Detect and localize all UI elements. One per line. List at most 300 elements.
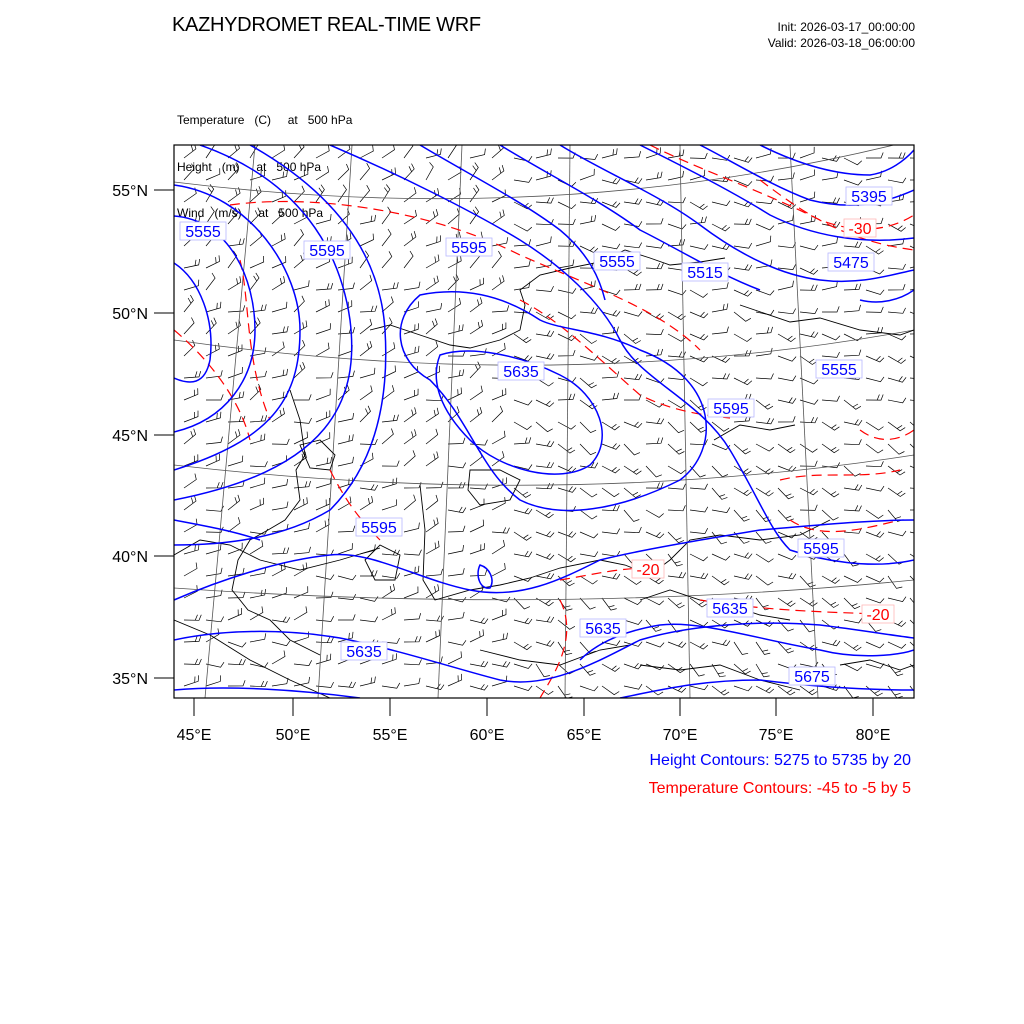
wind-barb bbox=[184, 371, 201, 378]
wind-barb bbox=[624, 284, 641, 290]
height-label-text: 5595 bbox=[803, 541, 839, 558]
wind-barb bbox=[448, 141, 456, 158]
wind-barb bbox=[536, 170, 551, 180]
height-label bbox=[580, 619, 626, 638]
wind-barb bbox=[426, 630, 440, 642]
wind-barb bbox=[778, 510, 794, 521]
wind-barb bbox=[624, 444, 640, 455]
wind-barb bbox=[316, 299, 329, 312]
wind-barb bbox=[910, 444, 926, 454]
wind-barb bbox=[492, 237, 508, 246]
wind-barb bbox=[272, 641, 290, 646]
wind-barb bbox=[250, 415, 267, 422]
wind-barb bbox=[844, 505, 862, 511]
wind-barb bbox=[822, 396, 840, 401]
wind-barb bbox=[602, 529, 620, 534]
height-label-text: 5555 bbox=[599, 254, 635, 271]
wind-barb bbox=[360, 439, 377, 445]
height-label-text: 5515 bbox=[687, 265, 723, 282]
wind-barb bbox=[844, 284, 861, 290]
wind-barb bbox=[668, 642, 686, 648]
wind-barb bbox=[272, 439, 289, 445]
wind-barb bbox=[602, 686, 619, 695]
wind-barb bbox=[602, 444, 620, 450]
wind-barb bbox=[294, 229, 304, 246]
height-label bbox=[594, 252, 640, 271]
wind-barb bbox=[822, 334, 840, 340]
wind-barb bbox=[580, 378, 597, 388]
wind-barb bbox=[888, 444, 904, 454]
wind-barb bbox=[712, 303, 728, 312]
wind-barb bbox=[866, 576, 884, 582]
wind-barb bbox=[910, 576, 926, 587]
wind-barb bbox=[514, 642, 532, 650]
lat-label: 45°N bbox=[112, 428, 148, 445]
wind-barb bbox=[360, 234, 374, 246]
wind-barb bbox=[822, 281, 837, 290]
wind-barb bbox=[756, 642, 770, 655]
wind-barb bbox=[844, 664, 862, 671]
wind-barb bbox=[910, 356, 928, 363]
wind-barb bbox=[580, 642, 596, 653]
wind-barb bbox=[888, 642, 906, 648]
wind-barb bbox=[756, 374, 774, 380]
wind-barb bbox=[316, 389, 330, 400]
wind-barb bbox=[360, 145, 373, 158]
wind-barb bbox=[360, 496, 373, 510]
wind-barb bbox=[316, 616, 334, 621]
wind-barb bbox=[536, 510, 554, 518]
wind-barb bbox=[514, 664, 532, 669]
wind-barb bbox=[690, 685, 708, 690]
lon-label: 75°E bbox=[758, 727, 794, 744]
wind-barb bbox=[778, 356, 796, 361]
wind-barb bbox=[624, 527, 641, 533]
wind-barb bbox=[250, 256, 264, 268]
wind-barb bbox=[470, 362, 480, 378]
wind-barb bbox=[250, 681, 267, 687]
height-label bbox=[356, 518, 402, 537]
wind-barb bbox=[690, 312, 708, 318]
wind-barb bbox=[382, 144, 395, 158]
wind-barb bbox=[800, 461, 817, 467]
wind-barb bbox=[866, 510, 883, 518]
height-label bbox=[846, 187, 892, 206]
wind-barb bbox=[338, 283, 355, 290]
wind-barb bbox=[448, 438, 465, 444]
height-label-text: 5475 bbox=[833, 255, 869, 272]
wind-barb bbox=[756, 554, 774, 562]
wind-barb bbox=[404, 429, 416, 444]
wind-barb bbox=[426, 162, 433, 180]
wind-barb bbox=[580, 334, 597, 344]
wind-barb bbox=[734, 312, 751, 321]
wind-barb bbox=[404, 282, 420, 290]
wind-barb bbox=[536, 422, 553, 432]
wind-barb bbox=[382, 584, 395, 598]
wind-barb bbox=[888, 178, 906, 183]
wind-barb bbox=[624, 598, 642, 605]
wind-barb bbox=[690, 573, 708, 579]
wind-barb bbox=[844, 484, 862, 490]
wind-barb bbox=[404, 187, 416, 202]
wind-barb bbox=[206, 568, 222, 576]
wind-barb bbox=[844, 350, 861, 356]
wind-barb bbox=[602, 573, 620, 579]
wind-barb bbox=[228, 238, 244, 246]
wind-barb bbox=[184, 474, 196, 488]
wind-barb bbox=[624, 684, 642, 689]
wind-barb bbox=[470, 386, 482, 400]
wind-barb bbox=[668, 150, 684, 159]
wind-barb bbox=[844, 419, 862, 425]
wind-barb bbox=[756, 327, 773, 334]
wind-barb bbox=[514, 334, 531, 343]
wind-barb bbox=[734, 444, 751, 454]
wind-barb bbox=[624, 243, 642, 248]
wind-barb bbox=[756, 576, 773, 585]
wind-barb bbox=[206, 273, 215, 290]
wind-barb bbox=[426, 255, 439, 268]
wind-barb bbox=[756, 224, 774, 230]
wind-barb bbox=[712, 554, 730, 560]
wind-barb bbox=[470, 297, 482, 312]
wind-barb bbox=[844, 554, 859, 566]
wind-barb bbox=[470, 661, 488, 667]
wind-barb bbox=[250, 434, 265, 444]
wind-barb bbox=[646, 284, 663, 290]
wind-barb bbox=[888, 264, 906, 269]
wind-barb bbox=[184, 615, 201, 621]
wind-barb bbox=[316, 343, 329, 356]
wind-barb bbox=[910, 312, 928, 318]
wind-barb bbox=[470, 149, 485, 158]
wind-barb bbox=[228, 456, 243, 466]
wind-barb bbox=[448, 640, 466, 645]
wind-barb bbox=[184, 318, 194, 335]
wind-barb bbox=[910, 246, 928, 253]
temp-label bbox=[862, 605, 894, 624]
wind-barb bbox=[536, 617, 554, 623]
wind-barb bbox=[800, 444, 817, 452]
height-label-text: 5675 bbox=[794, 669, 830, 686]
wind-barb bbox=[448, 209, 459, 225]
wind-barb bbox=[712, 576, 729, 585]
wind-barbs bbox=[184, 140, 928, 698]
wind-barb bbox=[690, 244, 708, 249]
wind-barb bbox=[822, 576, 840, 583]
wind-barb bbox=[734, 553, 752, 559]
wind-barb bbox=[712, 224, 730, 231]
wind-barb bbox=[492, 305, 509, 312]
wind-barb bbox=[382, 607, 395, 620]
wind-barb bbox=[822, 444, 839, 453]
wind-barb bbox=[404, 495, 416, 510]
wind-barb bbox=[272, 369, 288, 378]
wind-barb bbox=[844, 400, 861, 409]
wind-barb bbox=[338, 345, 352, 356]
variable-temperature: Temperature (C) at 500 hPa bbox=[177, 113, 353, 127]
wind-barb bbox=[668, 598, 685, 608]
wind-barb bbox=[580, 169, 594, 180]
lat-label: 50°N bbox=[112, 306, 148, 323]
wind-barb bbox=[910, 686, 925, 698]
wind-barb bbox=[316, 498, 330, 510]
wind-barb bbox=[624, 199, 642, 205]
wind-barb bbox=[580, 356, 598, 361]
wind-barb bbox=[360, 341, 372, 356]
wind-barb bbox=[646, 466, 662, 477]
wind-barb bbox=[866, 598, 884, 603]
wind-barb bbox=[580, 510, 597, 519]
wind-barb bbox=[492, 190, 506, 203]
wind-barb bbox=[558, 422, 576, 429]
wind-barb bbox=[272, 276, 285, 290]
wind-barb bbox=[426, 541, 439, 554]
lon-ticks bbox=[194, 698, 873, 716]
wind-barb bbox=[382, 207, 391, 224]
wind-barb bbox=[294, 142, 304, 159]
wind-barb bbox=[866, 444, 883, 453]
wind-barb bbox=[316, 214, 331, 224]
wind-barb bbox=[866, 686, 883, 696]
wind-barb bbox=[514, 551, 532, 557]
wind-barb bbox=[206, 302, 221, 312]
wind-barb bbox=[690, 422, 706, 432]
wind-barb bbox=[250, 208, 260, 224]
height-label bbox=[446, 238, 492, 257]
wind-barb bbox=[404, 164, 414, 180]
wind-barb bbox=[580, 576, 598, 584]
wind-barb bbox=[910, 282, 926, 290]
wind-barb bbox=[910, 258, 925, 268]
wind-barb bbox=[184, 411, 198, 422]
wind-barb bbox=[690, 290, 708, 297]
wind-barb bbox=[250, 606, 263, 620]
wind-barb bbox=[272, 144, 285, 158]
wind-barb bbox=[734, 334, 752, 342]
wind-barb bbox=[316, 323, 331, 334]
wind-barb bbox=[184, 429, 196, 444]
wind-barb bbox=[800, 662, 818, 667]
wind-barb bbox=[382, 251, 392, 268]
wind-barb bbox=[756, 400, 773, 409]
wind-barb bbox=[338, 457, 354, 466]
height-label-text: 5595 bbox=[309, 243, 345, 260]
wind-barb bbox=[360, 617, 378, 622]
wind-barb bbox=[800, 332, 818, 338]
height-label-text: 5635 bbox=[346, 644, 382, 661]
wind-barb bbox=[404, 550, 422, 555]
wind-barb bbox=[184, 659, 201, 665]
wind-barb bbox=[800, 356, 817, 365]
wind-barb bbox=[470, 684, 488, 690]
wind-barb bbox=[800, 417, 818, 423]
wind-barb bbox=[624, 312, 642, 317]
wind-barb bbox=[910, 224, 928, 230]
wind-barb bbox=[778, 686, 795, 695]
wind-barb bbox=[888, 398, 906, 403]
wind-barb bbox=[272, 302, 287, 312]
wind-barb bbox=[470, 278, 484, 290]
wind-barb bbox=[888, 308, 906, 313]
height-label-text: 5635 bbox=[503, 364, 539, 381]
wind-barb bbox=[272, 587, 287, 598]
wind-barb bbox=[800, 598, 817, 606]
wind-barb bbox=[470, 543, 485, 554]
wind-barb bbox=[756, 236, 771, 246]
wind-barb bbox=[800, 245, 818, 250]
wind-barb bbox=[624, 334, 641, 344]
wind-barb bbox=[536, 641, 554, 647]
wind-barb bbox=[228, 659, 246, 665]
height-label-text: 5635 bbox=[712, 601, 748, 618]
wind-barb bbox=[492, 275, 504, 290]
wind-barb bbox=[316, 283, 333, 290]
wind-barb bbox=[888, 488, 905, 497]
wind-barb bbox=[184, 295, 193, 312]
wind-barb bbox=[294, 211, 307, 224]
wind-barb bbox=[426, 616, 444, 622]
wind-barb bbox=[558, 288, 576, 293]
lat-label: 55°N bbox=[112, 183, 148, 200]
wind-barb bbox=[844, 305, 861, 312]
wind-barb bbox=[426, 366, 440, 378]
wind-barb bbox=[360, 406, 371, 422]
height-label-text: 5595 bbox=[451, 240, 487, 257]
height-label-text: 5595 bbox=[361, 520, 397, 537]
wind-barb bbox=[360, 386, 372, 401]
wind-barb bbox=[228, 543, 242, 554]
wind-barb bbox=[668, 171, 684, 180]
wind-barb bbox=[888, 422, 905, 431]
wind-barb bbox=[514, 224, 532, 231]
wind-barb bbox=[756, 532, 771, 543]
wind-barb bbox=[910, 504, 927, 510]
height-label bbox=[708, 399, 754, 418]
wind-barb bbox=[866, 532, 884, 538]
wind-barb bbox=[294, 497, 307, 510]
wind-barb bbox=[558, 532, 576, 538]
wind-barb bbox=[690, 153, 707, 159]
wind-barb bbox=[382, 342, 395, 356]
wind-barb bbox=[228, 164, 238, 180]
wind-barb bbox=[558, 394, 575, 400]
wind-barb bbox=[228, 680, 245, 686]
wind-barb bbox=[690, 528, 708, 533]
wind-barb bbox=[822, 598, 839, 608]
wind-barb bbox=[294, 280, 309, 290]
wind-barb bbox=[470, 484, 488, 489]
wind-barb bbox=[778, 376, 796, 381]
wind-barb bbox=[360, 677, 375, 686]
wind-barb bbox=[602, 488, 619, 497]
wind-barb bbox=[206, 394, 223, 400]
wind-barb bbox=[272, 479, 288, 488]
wind-barb bbox=[558, 350, 575, 356]
wind-barb bbox=[228, 187, 240, 202]
wind-barb bbox=[580, 552, 598, 557]
wind-barb bbox=[844, 598, 860, 609]
wind-barb bbox=[404, 523, 419, 532]
wind-barb bbox=[910, 396, 928, 402]
lat-ticks bbox=[154, 190, 174, 678]
wind-barb bbox=[382, 429, 393, 445]
wind-barb bbox=[580, 444, 596, 455]
wind-barb bbox=[206, 255, 220, 268]
wind-barb bbox=[514, 532, 531, 540]
wind-barb bbox=[206, 412, 221, 422]
wind-barb bbox=[316, 519, 329, 532]
temp-label-text: -30 bbox=[848, 221, 872, 238]
wind-barb bbox=[734, 290, 752, 296]
wind-barb bbox=[734, 574, 752, 580]
wind-barb bbox=[756, 310, 774, 315]
wind-barb bbox=[866, 422, 884, 430]
height-label-text: 5635 bbox=[585, 621, 621, 638]
wind-barb bbox=[756, 444, 774, 451]
wind-barb bbox=[250, 371, 267, 378]
wind-barb bbox=[316, 145, 329, 158]
wind-barb bbox=[690, 334, 708, 340]
wind-barb bbox=[294, 418, 312, 423]
wind-barb bbox=[338, 164, 349, 180]
wind-barb bbox=[910, 466, 928, 472]
wind-barb bbox=[206, 662, 224, 667]
wind-barb bbox=[272, 171, 287, 180]
wind-barb bbox=[668, 505, 685, 511]
wind-barb bbox=[492, 497, 505, 510]
wind-barb bbox=[338, 682, 356, 688]
wind-barb bbox=[712, 488, 727, 499]
wind-barb bbox=[712, 686, 729, 695]
wind-barb bbox=[536, 686, 553, 695]
wind-barb bbox=[800, 620, 815, 632]
wind-barb bbox=[602, 244, 620, 249]
wind-barb bbox=[646, 263, 663, 269]
wind-barb bbox=[404, 587, 418, 599]
wind-barb bbox=[228, 429, 240, 444]
wind-barb bbox=[514, 576, 532, 581]
wind-barb bbox=[910, 620, 926, 630]
wind-barb bbox=[360, 275, 372, 290]
wind-barb bbox=[778, 620, 794, 631]
wind-barb bbox=[250, 540, 263, 554]
wind-barb bbox=[448, 463, 466, 468]
wind-barb bbox=[690, 642, 708, 649]
wind-barb bbox=[624, 178, 642, 184]
wind-barb bbox=[360, 215, 376, 224]
lat-label: 35°N bbox=[112, 671, 148, 688]
wind-barb bbox=[778, 416, 795, 422]
wind-barb bbox=[426, 235, 441, 246]
wind-barb bbox=[822, 488, 839, 497]
wind-barb bbox=[910, 484, 928, 489]
height-label-text: 5555 bbox=[821, 362, 857, 379]
wind-barb bbox=[646, 418, 664, 424]
wind-barb bbox=[404, 141, 413, 158]
wind-barb bbox=[228, 495, 240, 510]
wind-barb bbox=[558, 153, 575, 159]
wind-barb bbox=[866, 356, 884, 362]
wind-barb bbox=[206, 506, 224, 511]
wind-barb bbox=[382, 297, 393, 313]
wind-barb bbox=[734, 488, 752, 496]
wind-barb bbox=[866, 486, 884, 491]
wind-barb bbox=[404, 389, 418, 400]
wind-barb bbox=[800, 285, 817, 291]
wind-barb bbox=[800, 268, 818, 274]
